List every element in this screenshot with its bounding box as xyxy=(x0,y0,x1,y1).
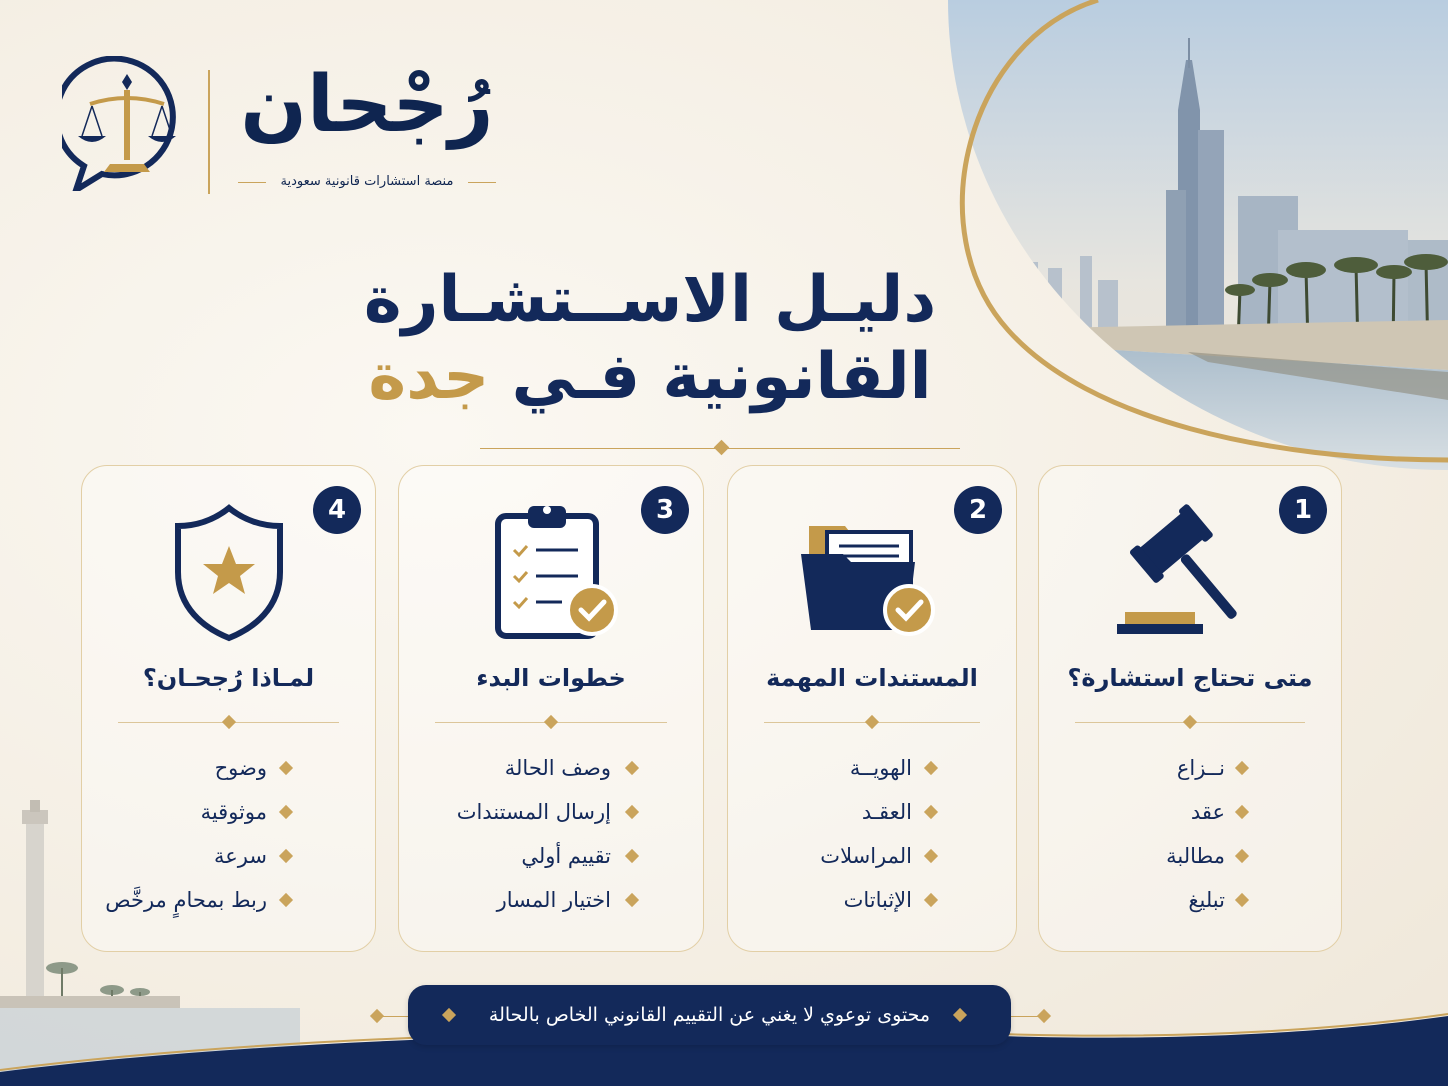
title-line-2-main: القانونية فـي xyxy=(511,339,932,414)
card-important-documents xyxy=(727,465,1017,952)
card-when-consult xyxy=(1038,465,1342,952)
list-item xyxy=(1039,754,1341,798)
card-title: لمـاذا رُجحـان؟ xyxy=(142,664,315,692)
list-item xyxy=(1039,886,1341,930)
title-line-2 xyxy=(330,339,970,416)
list-item-text: اختيار المسار xyxy=(496,888,611,912)
list-item xyxy=(728,886,1016,930)
card-list xyxy=(1039,754,1341,930)
diamond-bullet-icon xyxy=(625,805,639,819)
diamond-bullet-icon xyxy=(625,893,639,907)
brand-tagline: منصة استشارات قانونية سعودية xyxy=(242,174,492,189)
diamond-bullet-icon xyxy=(625,849,639,863)
diamond-bullet-icon xyxy=(1235,849,1249,863)
diamond-bullet-icon xyxy=(1235,761,1249,775)
card-divider-diamond xyxy=(865,715,879,729)
card-list xyxy=(399,754,703,930)
list-item xyxy=(82,754,375,798)
diamond-bullet-icon xyxy=(924,761,938,775)
clipboard-check-icon xyxy=(466,498,636,648)
list-item-text: ربط بمحامٍ مرخَّص xyxy=(105,888,267,912)
list-item-text: المراسلات xyxy=(820,844,912,868)
list-item xyxy=(728,842,1016,886)
list-item-text: نــزاع xyxy=(1176,756,1225,780)
list-item-text: إرسال المستندات xyxy=(456,800,611,824)
page-title xyxy=(330,262,970,416)
disclaimer-text: محتوى توعوي لا يغني عن التقييم القانوني الخاص بالحالة xyxy=(488,1004,931,1026)
list-item-text: الإثباتات xyxy=(843,888,912,912)
card-title: خطوات البدء xyxy=(476,664,626,692)
list-item xyxy=(728,754,1016,798)
diamond-bullet-icon xyxy=(953,1008,967,1022)
list-item-text: سرعة xyxy=(214,844,267,868)
diamond-bullet-icon xyxy=(924,849,938,863)
list-item-text: الهويــة xyxy=(849,756,912,780)
shield-star-icon xyxy=(144,498,314,648)
scales-of-justice-icon xyxy=(62,56,192,191)
title-line-1: دليـل الاســتشـارة xyxy=(363,263,937,337)
list-item xyxy=(399,754,703,798)
diamond-bullet-icon xyxy=(1235,893,1249,907)
list-item xyxy=(399,842,703,886)
diamond-bullet-icon xyxy=(1235,805,1249,819)
folder-check-icon xyxy=(787,498,957,648)
list-item-text: وصف الحالة xyxy=(504,756,611,780)
title-accent-city: جدة xyxy=(368,339,490,414)
card-divider-diamond xyxy=(221,715,235,729)
list-item-text: موثوقية xyxy=(200,800,267,824)
card-divider-diamond xyxy=(1183,715,1197,729)
list-item xyxy=(399,886,703,930)
card-number-badge: 1 xyxy=(1279,486,1327,534)
logo-divider xyxy=(208,70,210,194)
card-number-badge: 3 xyxy=(641,486,689,534)
diamond-bullet-icon xyxy=(924,893,938,907)
card-divider-diamond xyxy=(544,715,558,729)
card-title: المستندات المهمة xyxy=(766,664,978,692)
brand-logo xyxy=(62,56,502,206)
list-item-text: مطالبة xyxy=(1166,844,1225,868)
diamond-bullet-icon xyxy=(625,761,639,775)
gavel-icon xyxy=(1105,498,1275,648)
diamond-bullet-icon xyxy=(442,1008,456,1022)
list-item xyxy=(399,798,703,842)
card-list xyxy=(728,754,1016,930)
list-item-text: وضوح xyxy=(214,756,267,780)
list-item xyxy=(728,798,1016,842)
card-title: متى تحتاج استشارة؟ xyxy=(1067,664,1313,692)
list-item xyxy=(1039,798,1341,842)
list-item-text: عقد xyxy=(1190,800,1225,824)
notice-line-left xyxy=(380,1016,408,1017)
disclaimer-notice xyxy=(408,985,1011,1045)
card-number-badge: 2 xyxy=(954,486,1002,534)
list-item xyxy=(1039,842,1341,886)
list-item-text: تقييم أولي xyxy=(521,844,611,868)
card-number-badge: 4 xyxy=(313,486,361,534)
brand-name: رُجْحان xyxy=(240,60,494,150)
card-getting-started xyxy=(398,465,704,952)
diamond-bullet-icon xyxy=(924,805,938,819)
list-item-text: تبليغ xyxy=(1188,888,1225,912)
list-item-text: العقـد xyxy=(861,800,912,824)
diamond-bullet-icon xyxy=(279,761,293,775)
